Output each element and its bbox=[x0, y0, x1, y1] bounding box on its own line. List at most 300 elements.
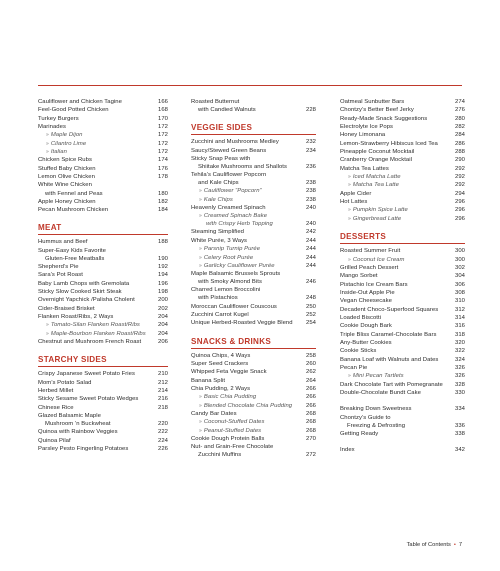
entry-title: Peanut-Stuffed Dates bbox=[203, 427, 262, 434]
toc-entry[interactable] bbox=[38, 165, 168, 173]
double-chevron-right-icon: » bbox=[199, 246, 202, 253]
entry-page-number: 316 bbox=[455, 323, 465, 330]
entry-title: Inside-Out Apple Pie bbox=[340, 289, 395, 296]
entry-title: Herbed Millet bbox=[38, 387, 74, 394]
toc-subentry[interactable] bbox=[340, 173, 465, 181]
entry-title-continued: Freezing & Defrosting bbox=[347, 422, 406, 429]
entry-page-number: 244 bbox=[306, 246, 316, 253]
entry-page-number: 244 bbox=[306, 237, 316, 244]
toc-entry[interactable] bbox=[191, 303, 316, 311]
entry-title: Steaming Simplified bbox=[191, 229, 245, 236]
entry-title: Basic Chia Pudding bbox=[203, 394, 257, 401]
entry-page-number: 228 bbox=[306, 107, 316, 114]
toc-entry[interactable] bbox=[340, 198, 465, 206]
entry-title-continued: Zucchini Muffins bbox=[198, 452, 242, 459]
toc-entry[interactable] bbox=[38, 280, 168, 288]
entry-page-number: 216 bbox=[158, 396, 168, 403]
entry-title-continued: with Fennel and Peas bbox=[45, 190, 103, 197]
entry-page-number: 274 bbox=[455, 99, 465, 105]
entry-page-number: 220 bbox=[158, 421, 168, 428]
toc-subentry[interactable] bbox=[191, 187, 316, 195]
entry-title: Sara’s Pot Roast bbox=[38, 272, 83, 279]
entry-title: Hummus and Beef bbox=[38, 239, 88, 246]
toc-entry[interactable] bbox=[340, 281, 465, 289]
entry-title: Hot Lattes bbox=[340, 199, 368, 206]
entry-page-number: 292 bbox=[455, 182, 465, 189]
toc-entry[interactable] bbox=[38, 198, 168, 206]
section-heading: SNACKS & DRINKS bbox=[191, 337, 316, 349]
entry-title: Iced Matcha Latte bbox=[352, 174, 401, 181]
toc-entry[interactable] bbox=[340, 414, 465, 430]
entry-page-number: 300 bbox=[455, 256, 465, 263]
toc-entry[interactable] bbox=[38, 123, 168, 131]
toc-entry[interactable] bbox=[191, 352, 316, 360]
entry-title: Glazed Balsamic Maple bbox=[38, 413, 101, 419]
entry-page-number: 178 bbox=[158, 174, 168, 181]
entry-page-number: 328 bbox=[455, 381, 465, 388]
entry-page-number: 238 bbox=[306, 196, 316, 203]
toc-column-1 bbox=[38, 98, 168, 453]
entry-page-number: 180 bbox=[158, 190, 168, 197]
entry-page-number: 260 bbox=[306, 360, 316, 367]
toc-entry[interactable] bbox=[38, 115, 168, 123]
entry-title: Banana Split bbox=[191, 377, 226, 384]
toc-entry[interactable] bbox=[340, 289, 465, 297]
entry-title: Decadent Choco-Superfood Squares bbox=[340, 306, 439, 313]
toc-subentry[interactable] bbox=[340, 206, 465, 214]
entry-title: Sticky Snap Peas with bbox=[191, 155, 251, 162]
entry-title: Sticky Sesame Sweet Potato Wedges bbox=[38, 396, 139, 403]
double-chevron-right-icon: » bbox=[199, 196, 202, 203]
entry-title: Quinoa Pilaf bbox=[38, 437, 71, 444]
entry-page-number: 204 bbox=[158, 330, 168, 337]
toc-entry[interactable] bbox=[191, 443, 316, 459]
entry-title: White Purée, 3 Ways bbox=[191, 237, 248, 244]
entry-title: White Wine Chicken bbox=[38, 182, 92, 189]
toc-subentry[interactable] bbox=[191, 402, 316, 410]
toc-entry[interactable] bbox=[38, 313, 168, 321]
entry-title: Any-Butter Cookies bbox=[340, 339, 392, 346]
toc-subentry[interactable] bbox=[191, 393, 316, 401]
entry-page-number: 288 bbox=[455, 149, 465, 156]
toc-subentry[interactable] bbox=[340, 215, 465, 223]
entry-title: Mango Sorbet bbox=[340, 273, 378, 280]
toc-entry[interactable] bbox=[38, 156, 168, 164]
double-chevron-right-icon: » bbox=[199, 394, 202, 401]
toc-entry[interactable] bbox=[191, 385, 316, 393]
entry-title: Chia Pudding, 2 Ways bbox=[191, 385, 251, 392]
entry-title: Breaking Down Sweetness bbox=[340, 406, 412, 413]
toc-entry[interactable] bbox=[340, 314, 465, 322]
entry-page-number: 284 bbox=[455, 132, 465, 139]
toc-entry[interactable] bbox=[340, 297, 465, 305]
toc-subentry[interactable] bbox=[191, 254, 316, 262]
toc-subentry[interactable] bbox=[38, 321, 168, 329]
entry-page-number: 322 bbox=[455, 348, 465, 355]
entry-page-number: 290 bbox=[455, 157, 465, 164]
entry-title: Tehila’s Cauliflower Popcorn bbox=[191, 172, 267, 179]
entry-page-number: 254 bbox=[306, 320, 316, 327]
toc-entry[interactable] bbox=[340, 131, 465, 139]
entry-page-number: 222 bbox=[158, 429, 168, 436]
double-chevron-right-icon: » bbox=[46, 149, 49, 156]
toc-entry[interactable] bbox=[191, 360, 316, 368]
toc-entry[interactable] bbox=[340, 339, 465, 347]
toc-entry[interactable] bbox=[38, 238, 168, 246]
entry-title: Shepherd’s Pie bbox=[38, 263, 79, 270]
entry-page-number: 238 bbox=[306, 180, 316, 187]
toc-entry[interactable] bbox=[340, 156, 465, 164]
entry-title: Index bbox=[340, 447, 355, 454]
toc-entry[interactable] bbox=[340, 381, 465, 389]
entry-title: Apple Honey Chicken bbox=[38, 198, 96, 205]
toc-subentry[interactable] bbox=[191, 262, 316, 270]
toc-entry[interactable] bbox=[340, 272, 465, 280]
entry-page-number: 242 bbox=[306, 229, 316, 236]
toc-entry[interactable] bbox=[38, 98, 168, 106]
toc-entry[interactable] bbox=[38, 412, 168, 428]
entry-title: Super Seed Crackers bbox=[191, 360, 249, 367]
entry-title: Chontzy’s Guide to bbox=[340, 414, 391, 421]
toc-entry[interactable] bbox=[191, 270, 316, 286]
entry-title-continued: with Pistachios bbox=[198, 295, 238, 302]
toc-entry[interactable] bbox=[38, 247, 168, 263]
toc-entry[interactable] bbox=[38, 288, 168, 296]
entry-page-number: 244 bbox=[306, 262, 316, 269]
entry-title: Maple Dijon bbox=[50, 132, 83, 139]
entry-title: Electrolyte Ice Pops bbox=[340, 124, 394, 131]
entry-title: Lemon Olive Chicken bbox=[38, 174, 95, 181]
entry-page-number: 296 bbox=[455, 207, 465, 214]
entry-title: Mom’s Potato Salad bbox=[38, 379, 92, 386]
entry-page-number: 184 bbox=[158, 206, 168, 213]
entry-page-number: 300 bbox=[455, 248, 465, 255]
entry-page-number: 190 bbox=[158, 255, 168, 262]
toc-entry[interactable] bbox=[340, 322, 465, 330]
toc-entry[interactable] bbox=[38, 395, 168, 403]
entry-title: Cookie Sticks bbox=[340, 348, 377, 355]
entry-title: Chicken Spice Rubs bbox=[38, 157, 92, 164]
double-chevron-right-icon: » bbox=[199, 427, 202, 434]
entry-title: Cilantro Lime bbox=[50, 140, 87, 147]
toc-entry[interactable] bbox=[191, 228, 316, 236]
toc-entry[interactable] bbox=[191, 286, 316, 302]
toc-column-2 bbox=[191, 98, 316, 460]
entry-title-continued: with Candied Walnuts bbox=[198, 107, 256, 114]
footer-page-number: 7 bbox=[458, 542, 462, 548]
entry-page-number: 198 bbox=[158, 288, 168, 295]
toc-entry[interactable] bbox=[340, 140, 465, 148]
entry-page-number: 276 bbox=[455, 107, 465, 114]
entry-page-number: 330 bbox=[455, 390, 465, 396]
toc-entry[interactable] bbox=[38, 428, 168, 436]
toc-entry[interactable] bbox=[38, 437, 168, 445]
entry-page-number: 292 bbox=[455, 174, 465, 181]
toc-entry[interactable] bbox=[340, 123, 465, 131]
entry-title: Oatmeal Sunbutter Bars bbox=[340, 99, 405, 105]
toc-entry[interactable] bbox=[191, 138, 316, 146]
entry-title: Getting Ready bbox=[340, 430, 379, 437]
section-heading: MEAT bbox=[38, 223, 168, 235]
entry-page-number: 172 bbox=[158, 149, 168, 156]
entry-title: Chestnut and Mushroom French Roast bbox=[38, 338, 142, 345]
entry-title-continued: Shiitake Mushrooms and Shallots bbox=[198, 163, 287, 170]
entry-title: Chontzy’s Better Beef Jerky bbox=[340, 107, 414, 114]
toc-subentry[interactable] bbox=[38, 140, 168, 148]
entry-title: Roasted Summer Fruit bbox=[340, 248, 401, 255]
toc-entry[interactable] bbox=[340, 190, 465, 198]
toc-column-3 bbox=[340, 98, 465, 455]
toc-subentry[interactable] bbox=[38, 148, 168, 156]
double-chevron-right-icon: » bbox=[46, 330, 49, 337]
toc-entry[interactable] bbox=[38, 305, 168, 313]
entry-title: Parsnip Turnip Purée bbox=[203, 246, 261, 253]
entry-title: Pecan Mushroom Chicken bbox=[38, 206, 109, 213]
entry-page-number: 252 bbox=[306, 311, 316, 318]
toc-subentry[interactable] bbox=[340, 181, 465, 189]
entry-page-number: 280 bbox=[455, 115, 465, 122]
entry-page-number: 210 bbox=[158, 371, 168, 378]
entry-page-number: 246 bbox=[306, 279, 316, 286]
double-chevron-right-icon: » bbox=[348, 182, 351, 189]
toc-entry[interactable] bbox=[38, 445, 168, 453]
toc-subentry[interactable] bbox=[340, 256, 465, 264]
entry-title: Banana Loaf with Walnuts and Dates bbox=[340, 356, 439, 363]
toc-entry[interactable] bbox=[38, 263, 168, 271]
toc-entry[interactable] bbox=[191, 319, 316, 327]
footer-separator: • bbox=[453, 542, 456, 548]
entry-page-number: 310 bbox=[455, 298, 465, 305]
entry-page-number: 262 bbox=[306, 369, 316, 376]
entry-page-number: 282 bbox=[455, 124, 465, 131]
entry-title: Baby Lamb Chops with Gremolata bbox=[38, 280, 130, 287]
double-chevron-right-icon: » bbox=[348, 256, 351, 263]
entry-page-number: 314 bbox=[455, 314, 465, 321]
toc-entry[interactable] bbox=[38, 271, 168, 279]
entry-title: Honey Limonana bbox=[340, 132, 386, 139]
entry-page-number: 174 bbox=[158, 157, 168, 164]
toc-entry[interactable] bbox=[191, 311, 316, 319]
entry-page-number: 338 bbox=[455, 430, 465, 437]
entry-page-number: 192 bbox=[158, 263, 168, 270]
entry-title-continued: with Smoky Almond Bits bbox=[198, 279, 262, 286]
entry-title: Flanken Roast/Ribs, 2 Ways bbox=[38, 313, 114, 320]
toc-entry[interactable] bbox=[340, 165, 465, 173]
entry-title: Saucy/Stewed Green Beans bbox=[191, 147, 267, 154]
toc-entry[interactable] bbox=[340, 264, 465, 272]
entry-title: Cider-Braised Brisket bbox=[38, 305, 95, 312]
entry-page-number: 172 bbox=[158, 124, 168, 131]
entry-page-number: 240 bbox=[306, 204, 316, 211]
entry-page-number: 232 bbox=[306, 139, 316, 146]
entry-title: Charred Lemon Broccolini bbox=[191, 287, 261, 294]
entry-title: Double-Chocolate Bundt Cake bbox=[340, 390, 421, 396]
entry-page-number: 240 bbox=[306, 221, 316, 228]
double-chevron-right-icon: » bbox=[199, 262, 202, 269]
double-chevron-right-icon: » bbox=[348, 215, 351, 222]
entry-page-number: 176 bbox=[158, 165, 168, 172]
double-chevron-right-icon: » bbox=[199, 254, 202, 261]
entry-page-number: 268 bbox=[306, 411, 316, 417]
entry-page-number: 292 bbox=[455, 165, 465, 172]
entry-title: Blended Chocolate Chia Pudding bbox=[203, 402, 293, 409]
entry-page-number: 306 bbox=[455, 281, 465, 288]
toc-entry[interactable] bbox=[340, 389, 465, 397]
entry-title: Quinoa Chips, 4 Ways bbox=[191, 352, 251, 359]
entry-title: Zucchini Carrot Kugel bbox=[191, 311, 249, 318]
entry-title: Lemon-Strawberry Hibiscus Iced Tea bbox=[340, 140, 438, 147]
entry-title: Cranberry Orange Mocktail bbox=[340, 157, 412, 164]
entry-page-number: 200 bbox=[158, 297, 168, 304]
toc-entry[interactable] bbox=[191, 204, 316, 212]
entry-title: Heavenly Creamed Spinach bbox=[191, 204, 266, 211]
entry-page-number: 312 bbox=[455, 306, 465, 313]
entry-title: Loaded Biscotti bbox=[340, 314, 382, 321]
toc-subentry[interactable] bbox=[38, 330, 168, 338]
toc-entry[interactable] bbox=[340, 115, 465, 123]
entry-page-number: 202 bbox=[158, 305, 168, 312]
entry-title: Moroccan Cauliflower Couscous bbox=[191, 303, 277, 310]
entry-title-continued: Gluten-Free Meatballs bbox=[45, 255, 105, 262]
toc-entry[interactable] bbox=[191, 98, 316, 114]
entry-page-number: 168 bbox=[158, 107, 168, 114]
toc-subentry[interactable] bbox=[191, 418, 316, 426]
toc-entry[interactable] bbox=[340, 446, 465, 454]
entry-page-number: 212 bbox=[158, 379, 168, 386]
toc-subentry[interactable] bbox=[38, 131, 168, 139]
toc-subentry[interactable] bbox=[191, 196, 316, 204]
entry-title: Pistachio Ice Cream Bars bbox=[340, 281, 408, 288]
entry-page-number: 324 bbox=[455, 356, 465, 363]
entry-page-number: 272 bbox=[306, 452, 316, 459]
toc-entry[interactable] bbox=[191, 435, 316, 443]
toc-entry[interactable] bbox=[340, 364, 465, 372]
entry-page-number: 334 bbox=[455, 406, 465, 413]
entry-page-number: 248 bbox=[306, 295, 316, 302]
entry-page-number: 172 bbox=[158, 132, 168, 139]
page-footer bbox=[38, 542, 462, 557]
entry-title: Pecan Pie bbox=[340, 364, 368, 371]
toc-entry[interactable] bbox=[340, 430, 465, 438]
entry-page-number: 342 bbox=[455, 447, 465, 454]
entry-page-number: 218 bbox=[158, 404, 168, 411]
double-chevron-right-icon: » bbox=[199, 188, 202, 195]
toc-subentry[interactable] bbox=[191, 427, 316, 435]
toc-entry[interactable] bbox=[340, 347, 465, 355]
toc-entry[interactable] bbox=[38, 338, 168, 346]
entry-title: Coconut Ice Cream bbox=[352, 256, 405, 263]
toc-entry[interactable] bbox=[191, 147, 316, 155]
entry-page-number: 296 bbox=[455, 199, 465, 206]
entry-page-number: 238 bbox=[306, 188, 316, 195]
double-chevron-right-icon: » bbox=[46, 132, 49, 139]
entry-title: Zucchini and Mushrooms Medley bbox=[191, 139, 279, 146]
toc-entry[interactable] bbox=[38, 206, 168, 214]
toc-entry[interactable] bbox=[191, 368, 316, 376]
toc-entry[interactable] bbox=[38, 370, 168, 378]
entry-page-number: 318 bbox=[455, 331, 465, 338]
toc-entry[interactable] bbox=[340, 98, 465, 106]
toc-entry[interactable] bbox=[38, 106, 168, 114]
entry-title: Ready-Made Snack Suggestions bbox=[340, 115, 428, 122]
toc-entry[interactable] bbox=[38, 296, 168, 304]
entry-page-number: 234 bbox=[306, 147, 316, 154]
entry-page-number: 182 bbox=[158, 198, 168, 205]
double-chevron-right-icon: » bbox=[46, 140, 49, 147]
entry-page-number: 244 bbox=[306, 254, 316, 261]
toc-subentry[interactable] bbox=[340, 372, 465, 380]
entry-page-number: 204 bbox=[158, 313, 168, 320]
double-chevron-right-icon: » bbox=[199, 213, 202, 220]
entry-page-number: 166 bbox=[158, 99, 168, 105]
toc-entry[interactable] bbox=[340, 306, 465, 314]
section-heading: VEGGIE SIDES bbox=[191, 123, 316, 135]
entry-page-number: 294 bbox=[455, 190, 465, 197]
entry-page-number: 206 bbox=[158, 338, 168, 345]
toc-subentry[interactable] bbox=[191, 212, 316, 228]
entry-page-number: 270 bbox=[306, 436, 316, 443]
entry-title: Dark Chocolate Tart with Pomegranate bbox=[340, 381, 443, 388]
toc-entry[interactable] bbox=[340, 356, 465, 364]
entry-title: Nut- and Grain-Free Chocolate bbox=[191, 444, 274, 451]
entry-title: Sticky Slow Cooked Skirt Steak bbox=[38, 288, 122, 295]
entry-title: Apple Cider bbox=[340, 190, 372, 197]
entry-page-number: 196 bbox=[158, 280, 168, 287]
entry-title: Creamed Spinach Bake bbox=[203, 213, 268, 220]
entry-title: Parsley Pesto Fingerling Potatoes bbox=[38, 445, 129, 452]
toc-entry[interactable] bbox=[191, 237, 316, 245]
toc-entry[interactable] bbox=[38, 379, 168, 387]
toc-subentry[interactable] bbox=[191, 245, 316, 253]
entry-page-number: 326 bbox=[455, 364, 465, 371]
toc-entry[interactable] bbox=[191, 377, 316, 385]
entry-page-number: 320 bbox=[455, 339, 465, 346]
toc-entry[interactable] bbox=[340, 405, 465, 413]
entry-title: Celery Root Purée bbox=[203, 254, 254, 261]
entry-title: Super-Easy Kids Favorite bbox=[38, 247, 106, 254]
entry-page-number: 336 bbox=[455, 422, 465, 429]
toc-entry[interactable] bbox=[191, 155, 316, 171]
entry-title: Stuffed Baby Chicken bbox=[38, 165, 96, 172]
entry-page-number: 172 bbox=[158, 140, 168, 147]
toc-entry[interactable] bbox=[340, 106, 465, 114]
toc-entry[interactable] bbox=[38, 404, 168, 412]
entry-title-continued: Mushroom ‘n Buckwheat bbox=[45, 421, 111, 428]
top-divider bbox=[38, 85, 462, 86]
entry-title: Maple-Bourbon Flanken Roast/Ribs bbox=[50, 330, 146, 337]
double-chevron-right-icon: » bbox=[348, 174, 351, 181]
entry-title: Coconut-Stuffed Dates bbox=[203, 419, 265, 426]
toc-entry[interactable] bbox=[191, 410, 316, 418]
entry-title: Roasted Butternut bbox=[191, 99, 240, 105]
toc-entry[interactable] bbox=[38, 173, 168, 181]
entry-page-number: 236 bbox=[306, 163, 316, 170]
toc-entry[interactable] bbox=[340, 331, 465, 339]
toc-entry[interactable] bbox=[340, 148, 465, 156]
entry-title: Quinoa with Rainbow Veggies bbox=[38, 429, 118, 436]
entry-title: Matcha Tea Lattes bbox=[340, 165, 389, 172]
entry-page-number: 188 bbox=[158, 239, 168, 246]
entry-title: Vegan Cheesecake bbox=[340, 298, 392, 305]
entry-page-number: 308 bbox=[455, 289, 465, 296]
entry-title-continued: with Crispy Herb Topping bbox=[206, 221, 273, 228]
entry-title-continued: and Kale Chips bbox=[198, 180, 239, 187]
toc-entry[interactable] bbox=[38, 181, 168, 197]
toc-entry[interactable] bbox=[38, 387, 168, 395]
entry-title: Triple Bliss Caramel-Chocolate Bars bbox=[340, 331, 437, 338]
toc-entry[interactable] bbox=[191, 171, 316, 187]
toc-entry[interactable] bbox=[340, 247, 465, 255]
